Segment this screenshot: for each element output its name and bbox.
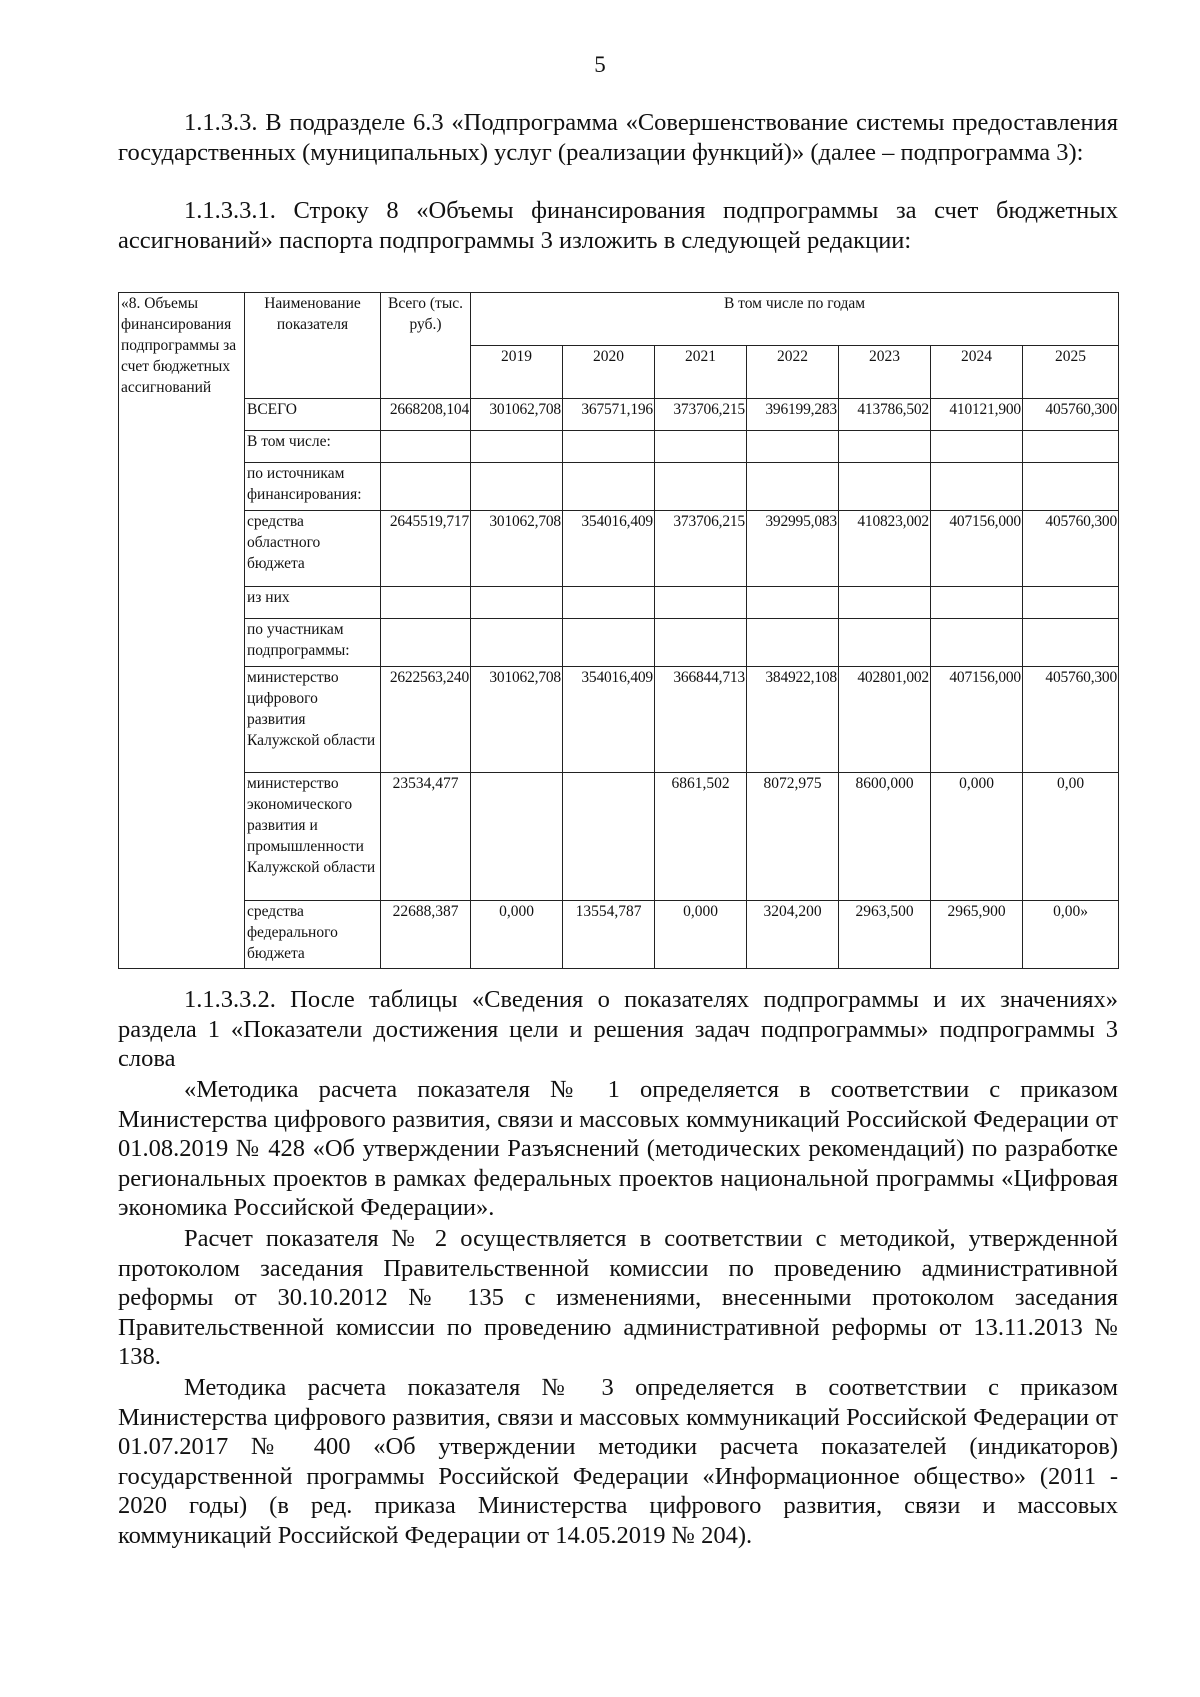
year-value-2024: 407156,000	[931, 666, 1023, 772]
year-value-2019	[471, 772, 563, 900]
year-value-2022	[747, 462, 839, 510]
total-value: 2668208,104	[381, 398, 471, 430]
year-value-2022: 396199,283	[747, 398, 839, 430]
indicator-name: ВСЕГО	[245, 398, 381, 430]
year-value-2021	[655, 618, 747, 666]
header-total: Всего (тыс. руб.)	[381, 293, 471, 399]
header-year-2025: 2025	[1023, 345, 1119, 398]
year-value-2023	[839, 618, 931, 666]
year-value-2024	[931, 618, 1023, 666]
year-value-2021	[655, 462, 747, 510]
year-value-2020	[563, 430, 655, 462]
year-value-2020: 354016,409	[563, 510, 655, 586]
paragraph-method-3: Методика расчета показателя № 3 определяется в соответствии с приказом Министерства цифрового развития, связи и массовых коммуникаций Российской Федерации от 01.07.2017 № 400 «Об утверждении методики расчета показателей (индикаторов) государственной программы Российской Федерации «Информационное общество» (2011 - 2020 годы) (в ред. приказа Министерства цифрового развития, связи и массовых коммуникаций Российской Федерации от 14.05.2019 № 204).	[118, 1374, 1118, 1549]
header-year-2024: 2024	[931, 345, 1023, 398]
year-value-2021	[655, 586, 747, 618]
year-value-2021: 373706,215	[655, 398, 747, 430]
year-value-2019	[471, 618, 563, 666]
year-value-2023: 8600,000	[839, 772, 931, 900]
indicator-name: министерство цифрового развития Калужской области	[245, 666, 381, 772]
year-value-2022	[747, 618, 839, 666]
total-value: 23534,477	[381, 772, 471, 900]
year-value-2025: 405760,300	[1023, 666, 1119, 772]
year-value-2023	[839, 462, 931, 510]
year-value-2020: 354016,409	[563, 666, 655, 772]
total-value	[381, 430, 471, 462]
year-value-2019	[471, 430, 563, 462]
year-value-2019	[471, 586, 563, 618]
indicator-name: по участникам подпрограммы:	[245, 618, 381, 666]
year-value-2022: 392995,083	[747, 510, 839, 586]
year-value-2022: 3204,200	[747, 900, 839, 968]
header-year-2023: 2023	[839, 345, 931, 398]
year-value-2023: 402801,002	[839, 666, 931, 772]
year-value-2019	[471, 462, 563, 510]
year-value-2020	[563, 462, 655, 510]
year-value-2022	[747, 586, 839, 618]
year-value-2023: 410823,002	[839, 510, 931, 586]
financing-table	[118, 292, 1119, 969]
table-row	[119, 586, 1119, 618]
paragraph-1-1-3-3-1: 1.1.3.3.1. Строку 8 «Объемы финансирования подпрограммы за счет бюджетных ассигнований» паспорта подпрограммы 3 изложить в следующей редакции:	[118, 197, 1118, 254]
year-value-2019: 301062,708	[471, 510, 563, 586]
year-value-2022: 384922,108	[747, 666, 839, 772]
table-row	[119, 430, 1119, 462]
year-value-2019: 301062,708	[471, 398, 563, 430]
year-value-2020	[563, 618, 655, 666]
header-year-2021: 2021	[655, 345, 747, 398]
year-value-2020: 367571,196	[563, 398, 655, 430]
year-value-2024	[931, 586, 1023, 618]
year-value-2025: 0,00	[1023, 772, 1119, 900]
total-value	[381, 462, 471, 510]
year-value-2020	[563, 772, 655, 900]
table-row	[119, 666, 1119, 772]
year-value-2021	[655, 430, 747, 462]
year-value-2024: 407156,000	[931, 510, 1023, 586]
header-years-group: В том числе по годам	[471, 293, 1119, 346]
table-row	[119, 462, 1119, 510]
indicator-name: по источникам финансирования:	[245, 462, 381, 510]
year-value-2024	[931, 430, 1023, 462]
year-value-2020	[563, 586, 655, 618]
header-year-2020: 2020	[563, 345, 655, 398]
year-value-2022: 8072,975	[747, 772, 839, 900]
row-label-cell	[119, 293, 245, 399]
table-row	[119, 772, 1119, 900]
year-value-2019: 301062,708	[471, 666, 563, 772]
year-value-2022	[747, 430, 839, 462]
paragraph-method-1: «Методика расчета показателя № 1 определяется в соответствии с приказом Министерства цифрового развития, связи и массовых коммуникаций Российской Федерации от 01.08.2019 № 428 «Об утверждении Разъяснений (методических рекомендаций) по разработке региональных проектов в рамках федеральных проектов национальной программы «Цифровая экономика Российской Федерации».	[118, 1076, 1118, 1221]
header-year-2022: 2022	[747, 345, 839, 398]
year-value-2024: 2965,900	[931, 900, 1023, 968]
table-row	[119, 618, 1119, 666]
year-value-2023: 2963,500	[839, 900, 931, 968]
table-row	[119, 398, 1119, 430]
year-value-2021: 6861,502	[655, 772, 747, 900]
indicator-name: В том числе:	[245, 430, 381, 462]
page-number: 5	[594, 52, 606, 77]
year-value-2025: 0,00»	[1023, 900, 1119, 968]
year-value-2025	[1023, 586, 1119, 618]
year-value-2023	[839, 586, 931, 618]
header-year-2019: 2019	[471, 345, 563, 398]
year-value-2023: 413786,502	[839, 398, 931, 430]
year-value-2025	[1023, 430, 1119, 462]
year-value-2024: 410121,900	[931, 398, 1023, 430]
table-row	[119, 900, 1119, 968]
paragraph-method-2: Расчет показателя № 2 осуществляется в соответствии с методикой, утвержденной протоколом заседания Правительственной комиссии по проведению административной реформы от 30.10.2012 № 135 с изменениями, внесенными протоколом заседания Правительственной комиссии по проведению административной реформы от 13.11.2013 № 138.	[118, 1225, 1118, 1370]
year-value-2024: 0,000	[931, 772, 1023, 900]
indicator-name: средства федерального бюджета	[245, 900, 381, 968]
indicator-name: министерство экономического развития и промышленности Калужской области	[245, 772, 381, 900]
total-value	[381, 618, 471, 666]
year-value-2025	[1023, 618, 1119, 666]
row-label-cell-continuation	[119, 398, 245, 968]
year-value-2020: 13554,787	[563, 900, 655, 968]
year-value-2021: 366844,713	[655, 666, 747, 772]
table-row	[119, 510, 1119, 586]
row-label-text: «8. Объемы финансирования подпрограммы за счет бюджетных ассигнований	[121, 295, 237, 396]
total-value	[381, 586, 471, 618]
year-value-2019: 0,000	[471, 900, 563, 968]
indicator-name: из них	[245, 586, 381, 618]
year-value-2025	[1023, 462, 1119, 510]
year-value-2023	[839, 430, 931, 462]
total-value: 2622563,240	[381, 666, 471, 772]
paragraph-1-1-3-3-2: 1.1.3.3.2. После таблицы «Сведения о показателях подпрограммы и их значениях» раздела 1 «Показатели достижения цели и решения задач подпрограммы» подпрограммы 3 слова	[118, 986, 1118, 1072]
year-value-2021: 0,000	[655, 900, 747, 968]
year-value-2024	[931, 462, 1023, 510]
year-value-2025: 405760,300	[1023, 398, 1119, 430]
header-indicator-name: Наименование показателя	[245, 293, 381, 399]
total-value: 2645519,717	[381, 510, 471, 586]
paragraph-1-1-3-3: 1.1.3.3. В подразделе 6.3 «Подпрограмма «Совершенствование системы предоставления государственных (муниципальных) услуг (реализации функций)» (далее – подпрограмма 3):	[118, 109, 1118, 166]
financing-table-container	[118, 292, 1118, 969]
indicator-name: средства областного бюджета	[245, 510, 381, 586]
total-value: 22688,387	[381, 900, 471, 968]
year-value-2025: 405760,300	[1023, 510, 1119, 586]
year-value-2021: 373706,215	[655, 510, 747, 586]
